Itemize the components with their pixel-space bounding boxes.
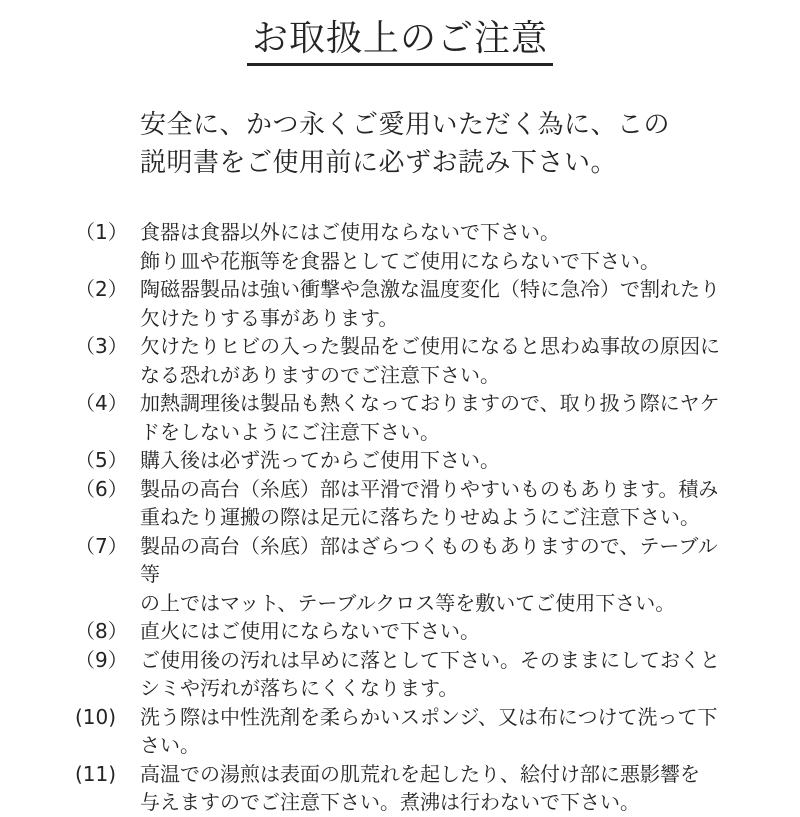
list-item xyxy=(75,532,730,618)
item-number: （6） xyxy=(75,476,128,501)
item-text: 食器は食器以外にはご使用ならないで下さい。 飾り皿や花瓶等を食器としてご使用にならないで下さい。 xyxy=(140,220,660,273)
list-item xyxy=(75,646,730,703)
list-item xyxy=(75,218,730,275)
item-number: （4） xyxy=(75,391,128,416)
list-item xyxy=(75,703,730,760)
list-item xyxy=(75,446,730,475)
item-number: （8） xyxy=(75,619,128,644)
item-number: （7） xyxy=(75,533,128,558)
item-text: 製品の高台（糸底）部はざらつくものもありますので、テーブル等 の上ではマット、テーブルクロス等を敷いてご使用下さい。 xyxy=(140,533,718,615)
item-number: （3） xyxy=(75,334,128,359)
notice-list xyxy=(75,218,730,817)
list-item xyxy=(75,760,730,817)
item-text: 洗う際は中性洗剤を柔らかいスポンジ、又は布につけて洗って下 さい。 xyxy=(140,704,718,758)
list-item xyxy=(75,475,730,532)
item-number: (10) xyxy=(75,704,117,729)
intro-paragraph: 安全に、かつ永くご愛用いただく為に、この 説明書をご使用前に必ずお読み下さい。 xyxy=(140,110,671,179)
list-item xyxy=(75,275,730,332)
item-text: ご使用後の汚れは早めに落として下さい。そのままにしておくと シミや汚れが落ちにくくなります。 xyxy=(140,647,720,701)
item-number: （9） xyxy=(75,647,128,672)
item-text: 陶磁器製品は強い衝撃や急激な温度変化（特に急冷）で割れたり 欠けたりする事があります。 xyxy=(140,277,720,330)
item-text: 加熱調理後は製品も熱くなっておりますので、取り扱う際にヤケ ドをしないようにご注意下さい。 xyxy=(140,391,720,444)
item-text: 高温での湯煎は表面の肌荒れを起したり、絵付け部に悪影響を 与えますのでご注意下さい。煮沸は行わないで下さい。 xyxy=(140,761,700,815)
item-number: (11) xyxy=(75,761,117,786)
list-item xyxy=(75,389,730,446)
item-text: 製品の高台（糸底）部は平滑で滑りやすいものもあります。積み 重ねたり運搬の際は足元に落ちたりせぬようにご注意下さい。 xyxy=(140,476,719,530)
title-wrap xyxy=(0,0,800,66)
list-item xyxy=(75,332,730,389)
list-item xyxy=(75,617,730,646)
item-text: 欠けたりヒビの入った製品をご使用になると思わぬ事故の原因に なる恐れがありますのでご注意下さい。 xyxy=(140,334,720,387)
item-text: 直火にはご使用にならないで下さい。 xyxy=(140,619,480,644)
item-number: （5） xyxy=(75,448,128,473)
item-number: （1） xyxy=(75,220,128,245)
page-title: お取扱上のご注意 xyxy=(247,17,553,66)
item-number: （2） xyxy=(75,277,128,302)
item-text: 購入後は必ず洗ってからご使用下さい。 xyxy=(140,448,500,473)
